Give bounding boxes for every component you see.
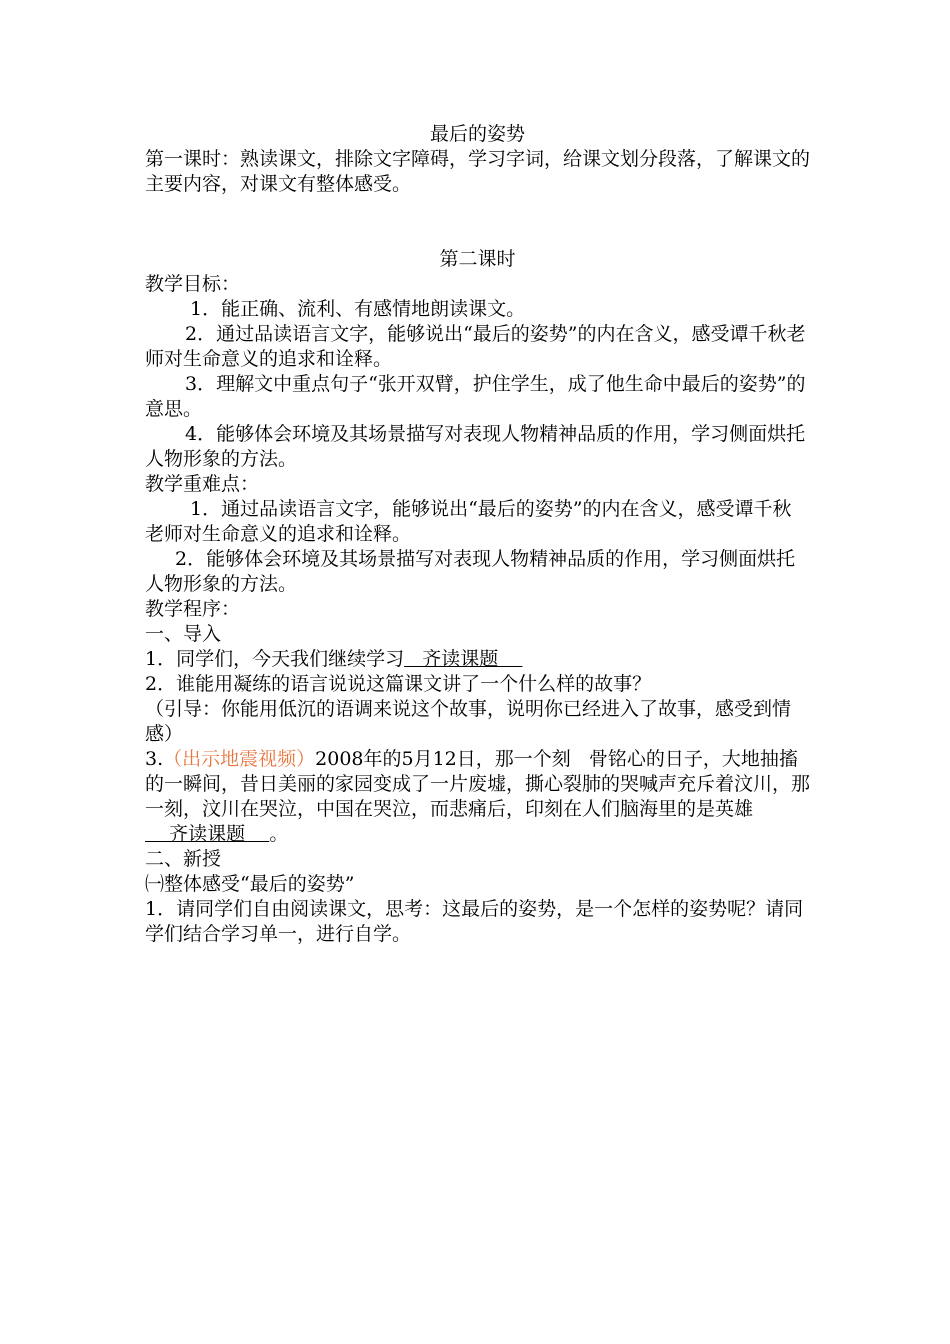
intro-item-1 (145, 647, 810, 672)
goal-item: 2．通过品读语言文字，能够说出“最后的姿势”的内在含义，感受谭千秋老师对生命意义的追求和诠释。 (145, 323, 806, 370)
intro-guide: （引导：你能用低沉的语调来说这个故事，说明你已经进入了故事，感受到情感） (145, 698, 792, 745)
lesson1-paragraph: 第一课时：熟读课文，排除文字障碍，学习字词，给课文划分段落，了解课文的主要内容，对课文有整体感受。 (145, 148, 811, 195)
intro-item-1-text: 1．同学们，今天我们继续学习 (145, 648, 405, 670)
section1-question-1: 1．请同学们自由阅读课文，思考：这最后的姿势，是一个怎样的姿势呢？请同学们结合学习单一，进行自学。 (145, 898, 804, 945)
procedure-heading: 教学程序： (145, 598, 241, 620)
key-point-item: 1．通过品读语言文字，能够说出“最后的姿势”的内在含义，感受谭千秋老师对生命意义的追求和诠释。 (145, 498, 792, 545)
new-heading: 二、新授 (145, 848, 222, 870)
document-page (145, 122, 810, 947)
intro-item-1-blank: 齐读课题 (404, 648, 523, 670)
section-gap (145, 197, 810, 247)
intro-item-3-end: 。 (269, 823, 289, 845)
intro-heading: 一、导入 (145, 623, 222, 645)
goals-heading: 教学目标： (145, 273, 241, 295)
key-points-heading: 教学重难点： (145, 473, 260, 495)
goal-item: 1．能正确、流利、有感情地朗读课文。 (190, 298, 526, 320)
section1-heading: ㈠整体感受“最后的姿势” (145, 873, 355, 895)
lesson2-heading: 第二课时 (439, 248, 516, 270)
goal-item: 4．能够体会环境及其场景描写对表现人物精神品质的作用，学习侧面烘托人物形象的方法。 (145, 423, 806, 470)
intro-item-3 (145, 747, 810, 847)
key-point-item: 2．能够体会环境及其场景描写对表现人物精神品质的作用，学习侧面烘托人物形象的方法。 (145, 548, 796, 595)
intro-item-3-text: 2008年的5月12日，那一个刻 骨铭心的日子，大地抽搐的一瞬间，昔日美丽的家园变成了一片废墟，撕心裂肺的哭喊声充斥着汶川，那一刻，汶川在哭泣，中国在哭泣，而悲痛后，印刻在人们脑海里的是英雄 (145, 748, 811, 820)
intro-item-2: 2．谁能用凝练的语言说说这篇课文讲了一个什么样的故事？ (145, 673, 652, 695)
intro-item-3-blank: 齐读课题 (145, 823, 270, 845)
video-note: （出示地震视频） (163, 748, 316, 770)
goal-item: 3．理解文中重点句子“张开双臂，护住学生，成了他生命中最后的姿势”的意思。 (145, 373, 806, 420)
document-title: 最后的姿势 (429, 123, 525, 145)
intro-item-3-number: 3. (145, 748, 164, 770)
